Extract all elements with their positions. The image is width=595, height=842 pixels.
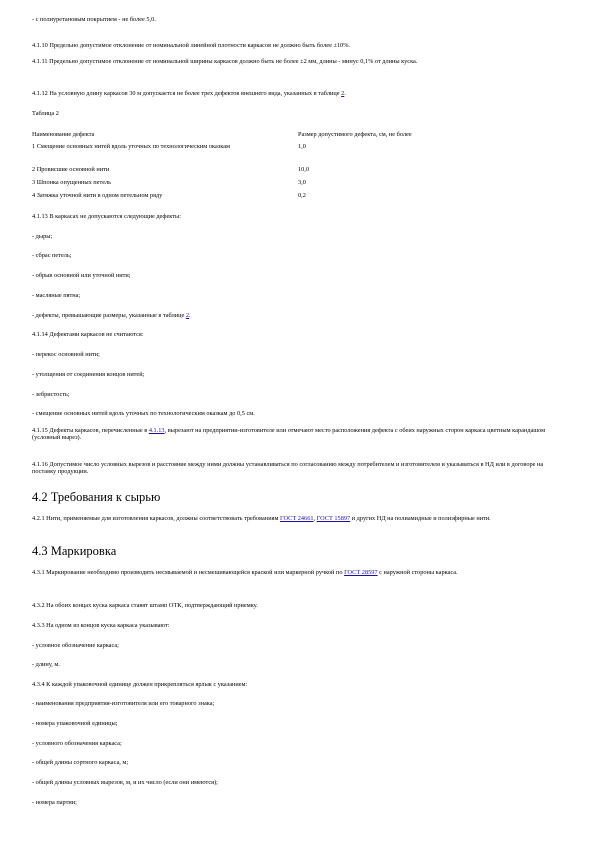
table-caption: Таблица 2 (32, 110, 59, 117)
table-2-link[interactable]: 2 (341, 90, 345, 97)
table-cell: 2 Провисшие основной нити (32, 166, 110, 173)
table-cell: 10,0 (298, 166, 310, 173)
paragraph-text: , (313, 515, 317, 522)
table-cell: 3,0 (298, 179, 306, 186)
paragraph-text: , вырезают на предприятии-изготовителе или отмечают место расположения дефекта с обеих наружных сторон каркаса цветным карандашом (условный вырез). (32, 427, 546, 442)
table-header-cell: Размер допустимого дефекта, см, не более (298, 131, 412, 138)
paragraph-4-3-2: 4.3.2 На обоих концах куска каркаса ставят штамп ОТК, подтверждающий приемку. (32, 602, 258, 609)
table-cell: 0,2 (298, 192, 306, 199)
list-item: - номера партии; (32, 799, 77, 806)
clause-4-1-13-link[interactable]: 4.1.13 (148, 427, 165, 434)
paragraph-4-1-10: 4.1.10 Предельно допустимое отклонение от номинальной линейной плотности каркасов не должно быть более ±10%. (32, 42, 351, 49)
paragraph-4-1-13: 4.1.13 В каркасах не допускаются следующие дефекты: (32, 213, 181, 220)
table-header-cell: Наименование дефекта (32, 131, 95, 138)
list-item: - общей длины условных вырезов, м, и их число (если они имеются); (32, 779, 218, 786)
table-cell: 1,0 (298, 143, 306, 150)
list-item: - перекос основной нити; (32, 351, 100, 358)
paragraph-4-2-1 (32, 515, 568, 522)
list-item: - утолщения от соединения концов нитей; (32, 371, 145, 378)
list-item: - масляные пятна; (32, 292, 81, 299)
list-item: - дыры; (32, 233, 53, 240)
section-heading-4-3: 4.3 Маркировка (32, 544, 117, 558)
paragraph-4-3-3: 4.3.3 На одном из концов куска каркаса указывают: (32, 622, 170, 629)
gost-28597-link[interactable]: ГОСТ 28597 (344, 569, 378, 576)
list-item-text: . (188, 312, 191, 319)
list-item: - длину, м. (32, 661, 60, 668)
list-item: - наименования предприятия-изготовителя или его товарного знака; (32, 700, 215, 707)
gost-15897-link[interactable]: ГОСТ 15897 (316, 515, 351, 522)
list-item: - зебристость; (32, 391, 70, 398)
list-item (32, 312, 191, 319)
table-2-link[interactable]: 2 (185, 312, 189, 319)
paragraph-text: 4.1.12 На условную длину каркасов 30 м допускается не более трех дефектов внешнего вида, указанных в таблице (32, 90, 342, 97)
table-cell: 3 Шпонка опущенных петель (32, 179, 112, 186)
list-item: - сбрас петель; (32, 252, 72, 259)
paragraph-4-3-4: 4.3.4 К каждой упаковочной единице должен прикрепляться ярлык с указанием: (32, 681, 248, 688)
paragraph-text: с наружной стороны каркаса. (377, 569, 458, 576)
paragraph-4-1-14: 4.1.14 Дефектами каркасов не считаются: (32, 331, 144, 338)
paragraph-text: . (344, 90, 346, 97)
table-cell: 1 Смещение основных нитей вдоль уточных по технологическим оказкам (32, 143, 230, 150)
paragraph-text: 4.1.15 Дефекты каркасов, перечисленные в (32, 427, 149, 434)
list-item: - условного обозначения каркаса; (32, 740, 122, 747)
list-item: - общей длины сортного каркаса, м; (32, 759, 129, 766)
list-item: - смещение основных нитей вдоль уточных по технологическим оказкам до 0,5 см. (32, 410, 255, 417)
paragraph-4-1-12 (32, 90, 346, 97)
paragraph-text: 4.2.1 Нити, применяемые для изготовления каркасов, должны соответствовать требованиям (32, 515, 281, 522)
section-heading-4-2: 4.2 Требования к сырью (32, 490, 161, 504)
paragraph-text: 4.3.1 Маркирование необходимо производить несмываемой и несмешивающейся краской или маркерной ручкой по (32, 569, 345, 576)
paragraph-4-1-16: 4.1.16 Допустимое число условных вырезов и расстояние между ними должны устанавливаться по согласованию между потребителем и изготовителем и указываться в НД или в договоре на поставку продукции. (32, 461, 544, 476)
list-item: - обрыв основной или уточной нити; (32, 272, 131, 279)
list-item: - условное обозначение каркаса; (32, 642, 119, 649)
list-item: - номера упаковочной единицы; (32, 720, 118, 727)
paragraph-4-1-11: 4.1.11 Предельно допустимое отклонение от номинальной ширины каркасов должно быть не более ±2 мм, длины - минус 0,1% от длины куска. (32, 58, 418, 65)
paragraph-text: и других НД на полиамидные и полиэфирные нити. (350, 515, 491, 522)
list-item-text: - дефекты, превышающие размеры, указанные в таблице (32, 312, 186, 319)
paragraph-4-3-1 (32, 569, 568, 576)
table-cell: 4 Затяжка уточной нити в одном петельном ряду (32, 192, 163, 199)
list-item: - с полиуретановым покрытием - не более 5,0. (32, 16, 156, 23)
paragraph-4-1-15 (32, 427, 568, 441)
gost-24661-link[interactable]: ГОСТ 24661 (280, 515, 314, 522)
